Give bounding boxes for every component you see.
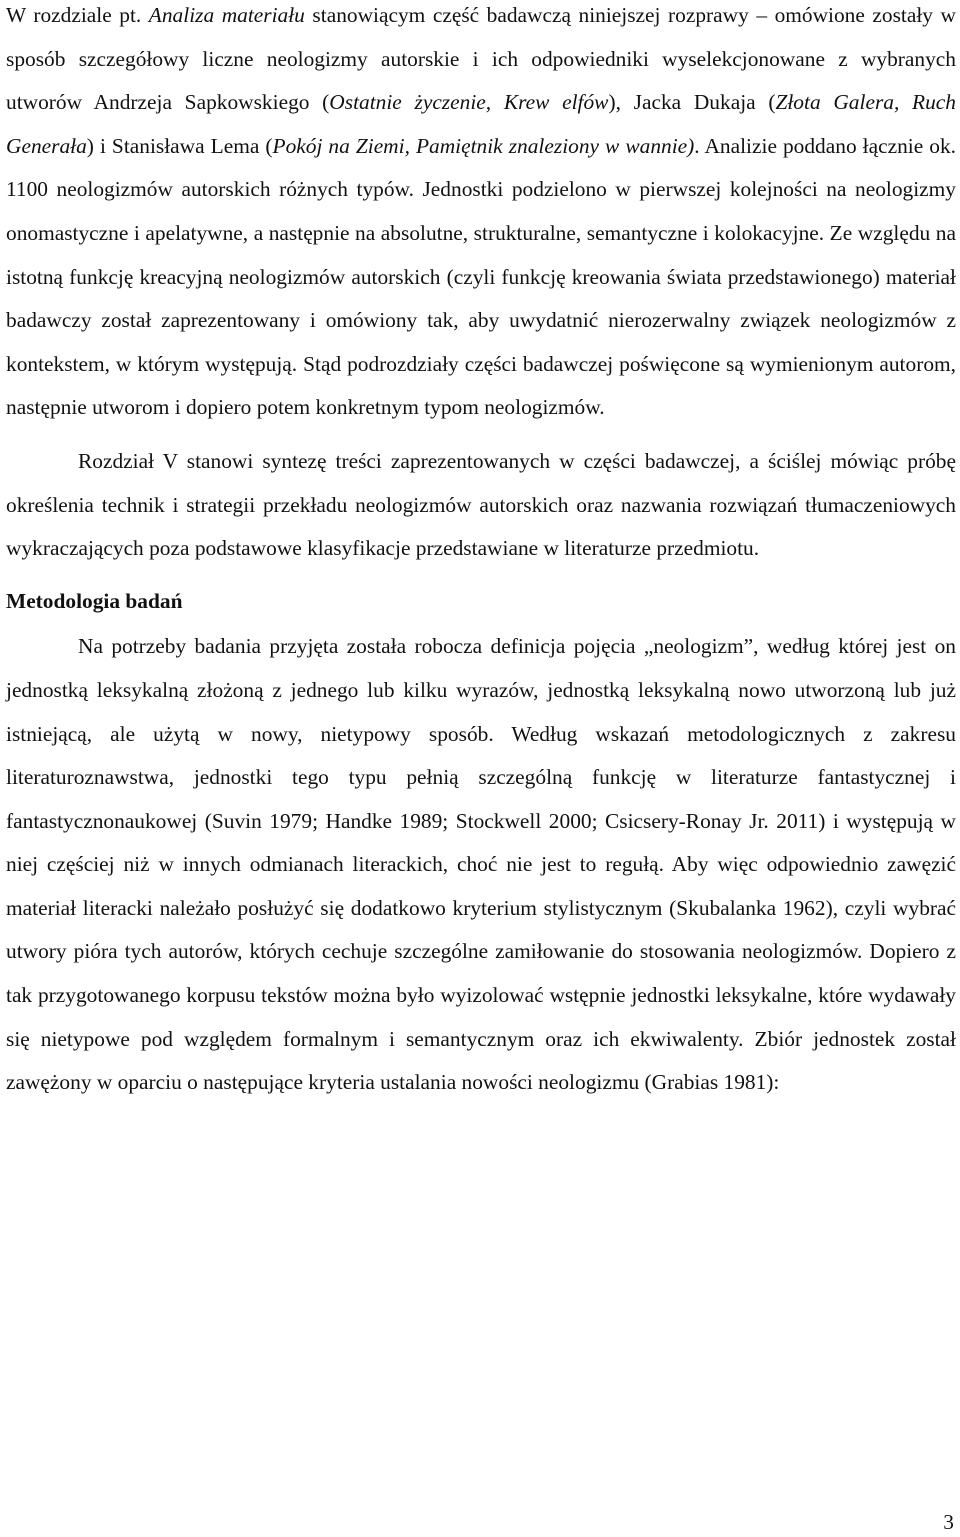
chapter-title: Analiza materiału: [148, 3, 305, 27]
paragraph-methodology: Na potrzeby badania przyjęta została robocza definicja pojęcia „neologizm”, według której jest on jednostką leksykalną złożoną z jednego lub kilku wyrazów, jednostką leksykalną nowo utworzoną lub już istniejącą, ale użytą w nowy, nietypowy sposób. Według wskazań metodologicznych z zakresu literaturoznawstwa, jednostki tego typu pełnią szczególną funkcję w literaturze fantastycznej i fantastycznonaukowej (Suvin 1979; Handke 1989; Stockwell 2000; Csicsery-Ronay Jr. 2011) i występują w niej częściej niż w innych odmianach literackich, choć nie jest to regułą. Aby więc odpowiednio zawęzić materiał literacki należało posłużyć się dodatkowo kryterium stylistycznym (Skubalanka 1962), czyli wybrać utwory pióra tych autorów, których cechuje szczególne zamiłowanie do stosowania neologizmów. Dopiero z tak przygotowanego korpusu tekstów można było wyizolować wstępnie jednostki leksykalne, które wydawały się nietypowe pod względem formalnym i semantycznym oraz ich ekwiwalenty. Zbiór jednostek został zawężony w oparciu o następujące kryteria ustalania nowości neologizmu (Grabias 1981):: [6, 634, 956, 1095]
page-number: 3: [943, 1510, 954, 1534]
document-page: [6, 0, 956, 1105]
paragraph-text: ) i Stanisława Lema (: [86, 133, 273, 158]
paragraph-text: . Analizie poddano łącznie ok. 1100 neologizmów autorskich różnych typów. Jednostki podzielono w pierwszej kolejności na neologizmy onomastyczne i apelatywne, a następnie na absolutne, strukturalne, semantyczne i kolokacyjne. Ze względu na istotną funkcję kreacyjną neologizmów autorskich (czyli funkcję kreowania świata przedstawionego) materiał badawczy został zaprezentowany i omówiony tak, aby uwydatnić nierozerwalny związek neologizmów z kontekstem, w którym występują. Stąd podrozdziały części badawczej poświęcone są wymienionym autorom, następnie utworom i dopiero potem konkretnym typom neologizmów.: [6, 133, 957, 420]
paragraph-text: ), Jacka Dukaja (: [608, 90, 776, 115]
section-heading: Metodologia badań: [6, 588, 183, 613]
works-lem: Pokój na Ziemi, Pamiętnik znaleziony w wannie): [272, 133, 695, 158]
paragraph-text: stanowiącym część badawczą niniejszej rozprawy – omówione zostały w sposób szczegółowy liczne neologizmy autorskie i ich odpowiedniki wyselekcjonowane z wybranych utworów Andrzeja Sapkowskiego (: [6, 3, 956, 115]
works-dukaj: Złota Galera, Ruch Generała: [6, 90, 956, 158]
works-sapkowski: Ostatnie życzenie, Krew elfów: [329, 90, 609, 115]
paragraph-chapter-five: Rozdział V stanowi syntezę treści zaprezentowanych w części badawczej, a ściślej mówiąc próbę określenia technik i strategii przekładu neologizmów autorskich oraz nazwania rozwiązań tłumaczeniowych wykraczających poza podstawowe klasyfikacje przedstawiane w literaturze przedmiotu.: [6, 448, 956, 561]
paragraph-lead: W rozdziale pt.: [6, 3, 149, 27]
paragraph-analysis-summary: [6, 0, 956, 430]
